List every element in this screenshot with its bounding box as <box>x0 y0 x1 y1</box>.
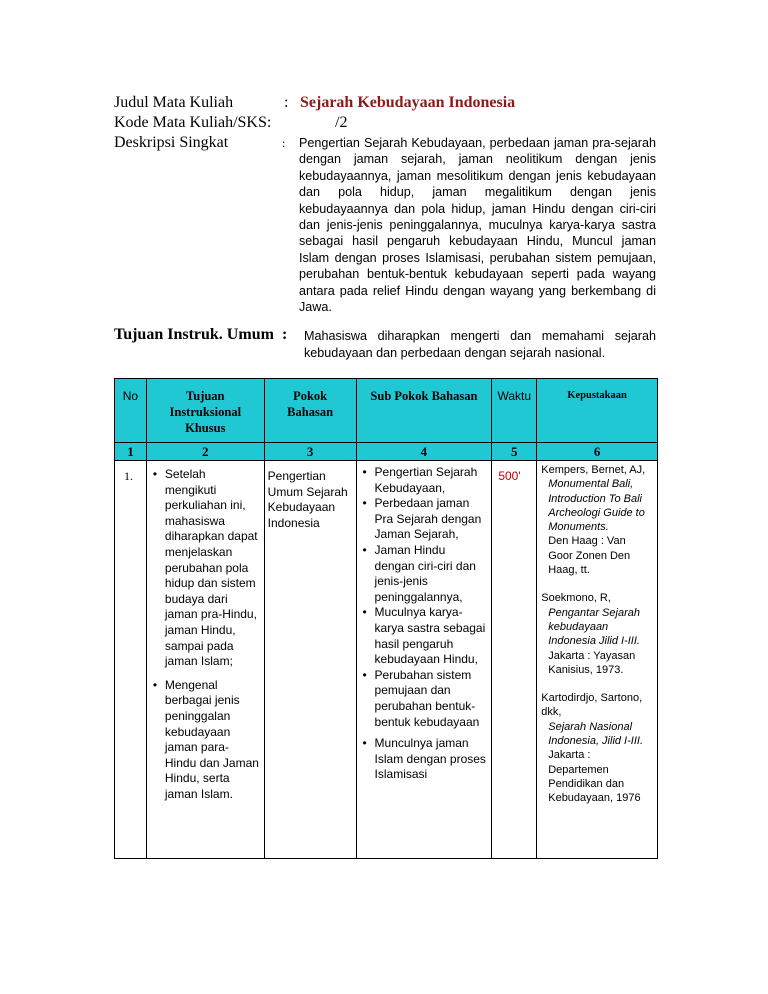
col-number: 5 <box>492 443 537 461</box>
header-waktu: Waktu <box>492 379 537 443</box>
deskripsi-colon: : <box>282 136 286 150</box>
table-row <box>115 461 658 859</box>
reference-2 <box>541 591 653 677</box>
ref-author: Kempers, Bernet, AJ, <box>541 464 646 476</box>
tujuan-label: Tujuan Instruk. Umum <box>114 326 274 343</box>
ref-publisher: Jakarta : Yayasan Kanisius, 1973. <box>548 649 636 676</box>
list-item: • Setelah mengikuti perkuliahan ini, mahasiswa diharapkan dapat menjelaskan perubahan pola hidup dan sistem budaya dari jaman pra-Hindu, jaman Hindu, sampai pada jaman Islam; <box>149 467 260 670</box>
judul-colon: : <box>284 94 289 111</box>
ref-title: Sejarah Nasional Indonesia, Jilid I-III. <box>548 720 644 748</box>
col-number: 4 <box>356 443 492 461</box>
ref-publisher: Jakarta : Departemen Pendidikan dan Kebudayaan, 1976 <box>548 749 641 805</box>
ref-title: Monumental Bali, Introduction To Bali Archeologi Guide to Monuments. <box>548 478 645 534</box>
row-tik <box>146 461 264 859</box>
header-sub: Sub Pokok Bahasan <box>356 379 492 443</box>
header-tik: Tujuan Instruksional Khusus <box>146 379 264 443</box>
table-header-row <box>115 379 658 443</box>
header-kepustakaan: Kepustakaan <box>537 379 658 443</box>
col-number: 1 <box>115 443 147 461</box>
col-number: 3 <box>264 443 356 461</box>
list-item: • Pengertian Sejarah Kebudayaan, <box>359 465 488 496</box>
ref-publisher: Den Haag : Van Goor Zonen Den Haag, tt. <box>548 535 631 577</box>
row-pokok: Pengertian Umum Sejarah Kebudayaan Indonesia <box>264 461 356 859</box>
row-no: 1. <box>115 461 147 859</box>
judul-label: Judul Mata Kuliah <box>114 94 234 111</box>
col-number: 2 <box>146 443 264 461</box>
ref-author: Kartodirdjo, Sartono, dkk, <box>541 692 643 719</box>
list-item: • Muculnya karya-karya sastra sebagai hasil pengaruh kebudayaan Hindu, <box>359 605 488 667</box>
syllabus-table <box>114 378 658 859</box>
deskripsi-label: Deskripsi Singkat <box>114 134 229 151</box>
kode-value: /2 <box>335 114 348 131</box>
header-no: No <box>115 379 147 443</box>
list-item: • Mengenal berbagai jenis peninggalan kebudayaan jaman para-Hindu dan Jaman Hindu, serta jaman Islam. <box>149 678 260 803</box>
row-kepustakaan <box>537 461 658 859</box>
list-item: • Perbedaan jaman Pra Sejarah dengan Jaman Sejarah, <box>359 496 488 543</box>
list-item: • Perubahan sistem pemujaan dan perubahan bentuk-bentuk kebudayaan <box>359 668 488 730</box>
deskripsi-text: Pengertian Sejarah Kebudayaan, perbedaan jaman pra-sejarah dengan jaman sejarah, jaman neolitikum dengan jenis kebudayaannya, jaman mesolitikum dengan jenis kebudayaan dan pola hidup, jaman megalitikum dengan jenis kebudayaannya dan pola hidup, jaman Hindu dengan ciri-ciri dan jenis-jenis peninggalannya, muculnya karya-karya sastra sebagai hasil pengaruh kebudayaan Hindu, Muncul jaman Islam dengan proses Islamisasi, perubahan sistem pemujaan, perubahan bentuk-bentuk kebudayaan seperti pada wayang antara pada relief Hindu dengan wayang yang berkembang di Jawa. <box>299 136 656 315</box>
row-waktu: 500' <box>492 461 537 859</box>
tujuan-text: Mahasiswa diharapkan mengerti dan memahami sejarah kebudayaan dan perbedaan dengan sejarah nasional. <box>304 329 656 360</box>
reference-3 <box>541 691 653 805</box>
reference-1 <box>541 463 653 577</box>
tujuan-colon: : <box>282 326 288 343</box>
list-item: • Munculnya jaman Islam dengan proses Islamisasi <box>359 736 488 783</box>
row-sub <box>356 461 492 859</box>
header-pokok: Pokok Bahasan <box>264 379 356 443</box>
list-item: • Jaman Hindu dengan ciri-ciri dan jenis-jenis peninggalannya, <box>359 543 488 605</box>
judul-value: Sejarah Kebudayaan Indonesia <box>300 94 516 111</box>
ref-author: Soekmono, R, <box>541 592 611 605</box>
col-number: 6 <box>537 443 658 461</box>
kode-label: Kode Mata Kuliah/SKS: <box>114 114 272 131</box>
ref-title: Pengantar Sejarah kebudayaan Indonesia Jilid I-III. <box>548 606 640 648</box>
table-number-row <box>115 443 658 461</box>
